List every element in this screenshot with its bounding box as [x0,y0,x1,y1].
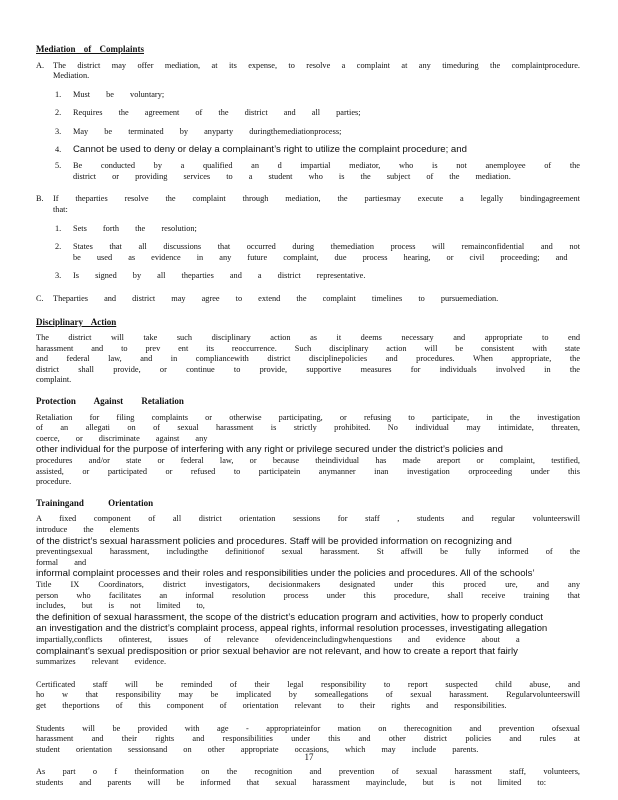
list-item-text: Be conducted by a qualified an d impartial mediator, who is not anemployee of the district or providing services to a student who is the subject of the mediation. [73,161,580,181]
list-item-text: Cannot be used to deny or delay a complainant’s right to utilize the complaint procedure; and [73,143,467,155]
training-text-e: Title IX Coordinators, district investigators, decisionmakers designated under this proced ure, and any person who facilitates an informal resolution process under this procedure, shall receive training that includes, but is not limited to, [36,579,580,611]
mediation-b-item-2 [36,242,580,263]
mediation-c-text: Theparties and district may agree to extend the complaint timelines to pursuemediation. [53,293,499,303]
list-item-text: May be terminated by anyparty duringthemediationprocess; [73,126,342,136]
page-number: 17 [304,752,314,762]
list-marker: A. [36,60,45,70]
training-text-g: an investigation and the district’s complaint process, appeal rights, informal resolution processes, investigating allegation [36,623,548,635]
disciplinary-text: The district will take such disciplinary action as it deems necessary and appropriate to end harassment and to prev ent its reoccurrence. Such disciplinary action will be consistent with state and federal law, and in compliancewith district disciplinepolicies and procedures. When appropriate, the district shall provide, or continue to provide, supportive measures for individuals involved in the complaint. [36,333,580,385]
training-text-p3: Students will be provided with age - appropriateinfor mation on therecognition and prevention ofsexual harassment and their rights and responsibilities under this and other district policies and rules at student orientation sessionsand on other appropriate occasions, which may include parents. [36,723,580,754]
list-number: 2. [55,108,62,118]
protection-heading: Protection Against Retaliation [36,396,184,407]
list-number: 5. [55,161,62,171]
list-item-text: States that all discussions that occurred during themediation process will remainconfidential and not be used as evidence in any future complaint, due process hearing, or civil proceeding; and [73,242,580,262]
mediation-item-b [36,194,580,215]
list-number: 3. [55,271,62,281]
training-text-p2: Certificated staff will be reminded of their legal responsibility to report suspected child abuse, and ho w that responsibility may be implicated by someallegations of sexual harassment. Regularvolunteerswill get theportions of this component of orientation relevant to their rights and responsibilities. [36,679,580,710]
mediation-a-item-5 [36,161,580,182]
training-text-p4: As part o f theinformation on the recognition and prevention of sexual harassment staff, volunteers, students and parents will be informed that sexual harassment mayinclude, but is not limited to: [36,767,580,787]
document-page [36,44,580,788]
mediation-a-item-3 [36,127,580,138]
list-number: 3. [55,126,62,136]
training-text-d: informal complaint processes and their roles and responsibilities under the policies and procedures. All of the schools’ [36,568,535,580]
training-text-i: complainant’s sexual predisposition or prior sexual behavior are not relevant, and how to create a report that fairly [36,645,518,657]
list-item-text: Requires the agreement of the district and all parties; [73,108,361,118]
training-text-j: summarizes relevant evidence. [36,657,167,667]
mediation-a-item-4 [36,144,580,156]
mediation-item-c [36,294,580,305]
training-text-f: the definition of sexual harassment, the scope of the district’s education program and activities, how to properly conduct [36,611,543,623]
list-marker: C. [36,293,44,303]
list-item-text: Sets forth the resolution; [73,223,197,233]
mediation-a-item-2 [36,108,580,119]
mediation-a-text: The district may offer mediation, at its expense, to resolve a complaint at any timeduring the complaintprocedure. Mediation. [53,60,580,81]
protection-text-1: Retaliation for filing complaints or otherwise participating, or refusing to participate, in the investigation of an allegati on of sexual harassment is strictly prohibited. No individual may intimidate, threaten, coerce, or discriminate against any [36,412,580,443]
list-item-text: Must be voluntary; [73,89,165,99]
protection-text-3: procedures and/or state or federal law, or because theindividual has made areport or complaint, testified, assisted, or participated or refused to participatein anymanner inan investigation orproceeding under this procedure. [36,456,580,487]
training-text-h: impartially,conflicts ofinterest, issues of relevance ofevidenceincludingwhenquestions and evidence about a [36,634,520,644]
mediation-b-item-1 [36,224,580,235]
list-number: 1. [55,223,62,233]
disciplinary-heading: Disciplinary Action [36,316,117,327]
protection-text-2: other individual for the purpose of interfering with any right or privilege secured under the district’s policies and [36,444,503,456]
training-text-b: of the district’s sexual harassment policies and procedures. Staff will be provided information on recognizing and [36,535,512,547]
list-number: 4. [55,144,62,154]
training-heading: Trainingand Orientation [36,497,154,508]
list-number: 2. [55,242,62,252]
training-text-a: A fixed component of all district orientation sessions for staff , students and regular volunteerswill introduce the elements [36,514,580,534]
mediation-heading: Mediation of Complaints [36,44,145,54]
mediation-b-text: If theparties resolve the complaint through mediation, the partiesmay execute a legally bindingagreement that: [53,194,580,214]
mediation-item-a [36,61,580,82]
mediation-a-item-1 [36,90,580,101]
list-number: 1. [55,89,62,99]
list-marker: B. [36,194,44,204]
list-item-text: Is signed by all theparties and a district representative. [73,271,366,281]
mediation-b-item-3 [36,271,580,282]
training-text-c: preventingsexual harassment, includingthe definitionof sexual harassment. St affwill be fully informed of the formal and [36,547,580,567]
